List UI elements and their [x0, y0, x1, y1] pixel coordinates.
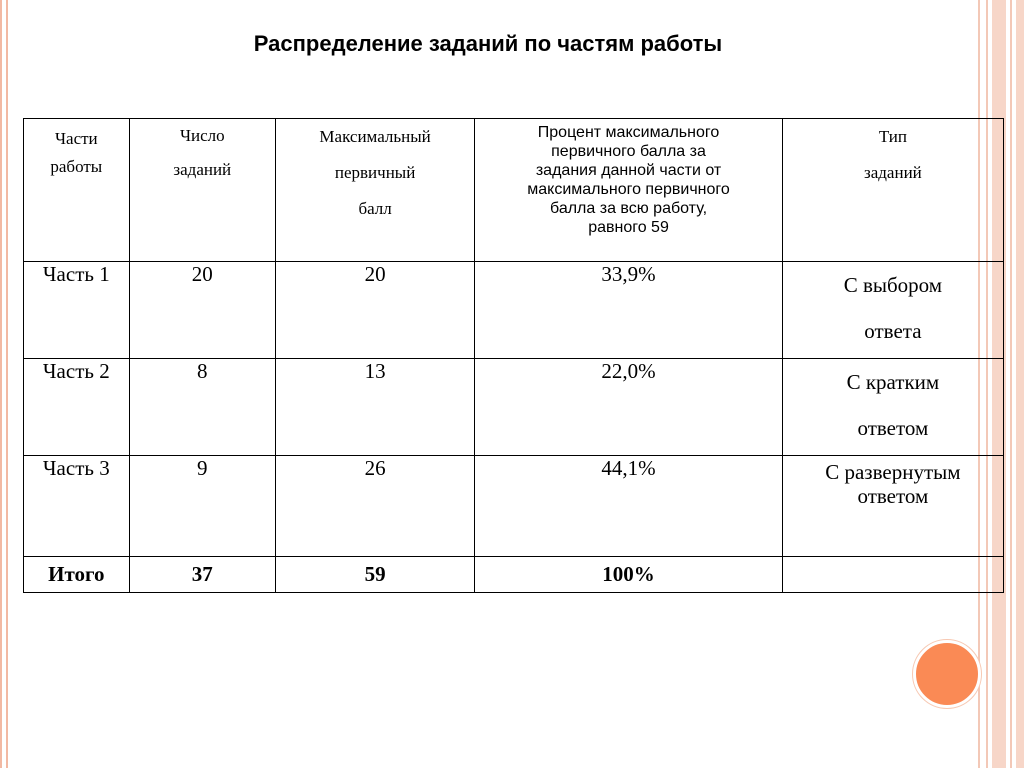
- cell-percent: 33,9%: [475, 262, 783, 359]
- header-count-line: Число: [179, 126, 225, 145]
- header-percent-line: балла за всю работу,: [550, 200, 708, 217]
- header-count-line: заданий: [173, 160, 232, 179]
- cell-max: 20: [275, 262, 474, 359]
- header-count: [129, 119, 275, 262]
- header-percent-line: равного 59: [588, 219, 669, 236]
- cell-count: 8: [129, 359, 275, 456]
- cell-type: [782, 359, 1003, 456]
- cell-part: Часть 2: [24, 359, 130, 456]
- header-type-line: Тип: [878, 127, 907, 146]
- page-title: Распределение заданий по частям работы: [253, 31, 723, 56]
- table-row: [24, 456, 1004, 557]
- cell-count: 9: [129, 456, 275, 557]
- total-max: 59: [275, 557, 474, 593]
- cell-type-line: С кратким: [846, 370, 940, 394]
- cell-type-line: С выбором: [843, 273, 943, 297]
- header-max-line: Максимальный: [319, 127, 431, 146]
- cell-type-line: С развернутым: [825, 460, 961, 484]
- distribution-table: [23, 118, 1004, 593]
- cell-max: 26: [275, 456, 474, 557]
- cell-count: 20: [129, 262, 275, 359]
- cell-type-line: ответом: [857, 416, 929, 440]
- header-percent: [475, 119, 783, 262]
- cell-part: Часть 3: [24, 456, 130, 557]
- header-percent-line: первичного балла за: [551, 143, 706, 160]
- cell-part: Часть 1: [24, 262, 130, 359]
- left-decorative-border: [0, 0, 8, 768]
- header-type: [782, 119, 1003, 262]
- table-total-row: [24, 557, 1004, 593]
- decorative-circle: [913, 640, 981, 708]
- header-max-line: первичный: [334, 163, 416, 182]
- header-part: [24, 119, 130, 262]
- total-part: Итого: [24, 557, 130, 593]
- header-max: [275, 119, 474, 262]
- header-part-line: Части: [54, 129, 98, 148]
- total-type: [782, 557, 1003, 593]
- header-part-line: работы: [50, 157, 103, 176]
- cell-percent: 22,0%: [475, 359, 783, 456]
- table-header-row: [24, 119, 1004, 262]
- cell-type-line: ответом: [857, 484, 929, 508]
- cell-percent: 44,1%: [475, 456, 783, 557]
- header-max-line: балл: [358, 199, 392, 218]
- cell-max: 13: [275, 359, 474, 456]
- table-row: [24, 359, 1004, 456]
- cell-type: [782, 262, 1003, 359]
- header-type-line: заданий: [864, 163, 922, 182]
- header-percent-line: задания данной части от: [535, 162, 722, 179]
- total-count: 37: [129, 557, 275, 593]
- total-percent: 100%: [475, 557, 783, 593]
- header-percent-line: максимального первичного: [527, 181, 730, 198]
- cell-type: [782, 456, 1003, 557]
- table-row: [24, 262, 1004, 359]
- cell-type-line: ответа: [864, 319, 922, 343]
- header-percent-line: Процент максимального: [537, 124, 720, 141]
